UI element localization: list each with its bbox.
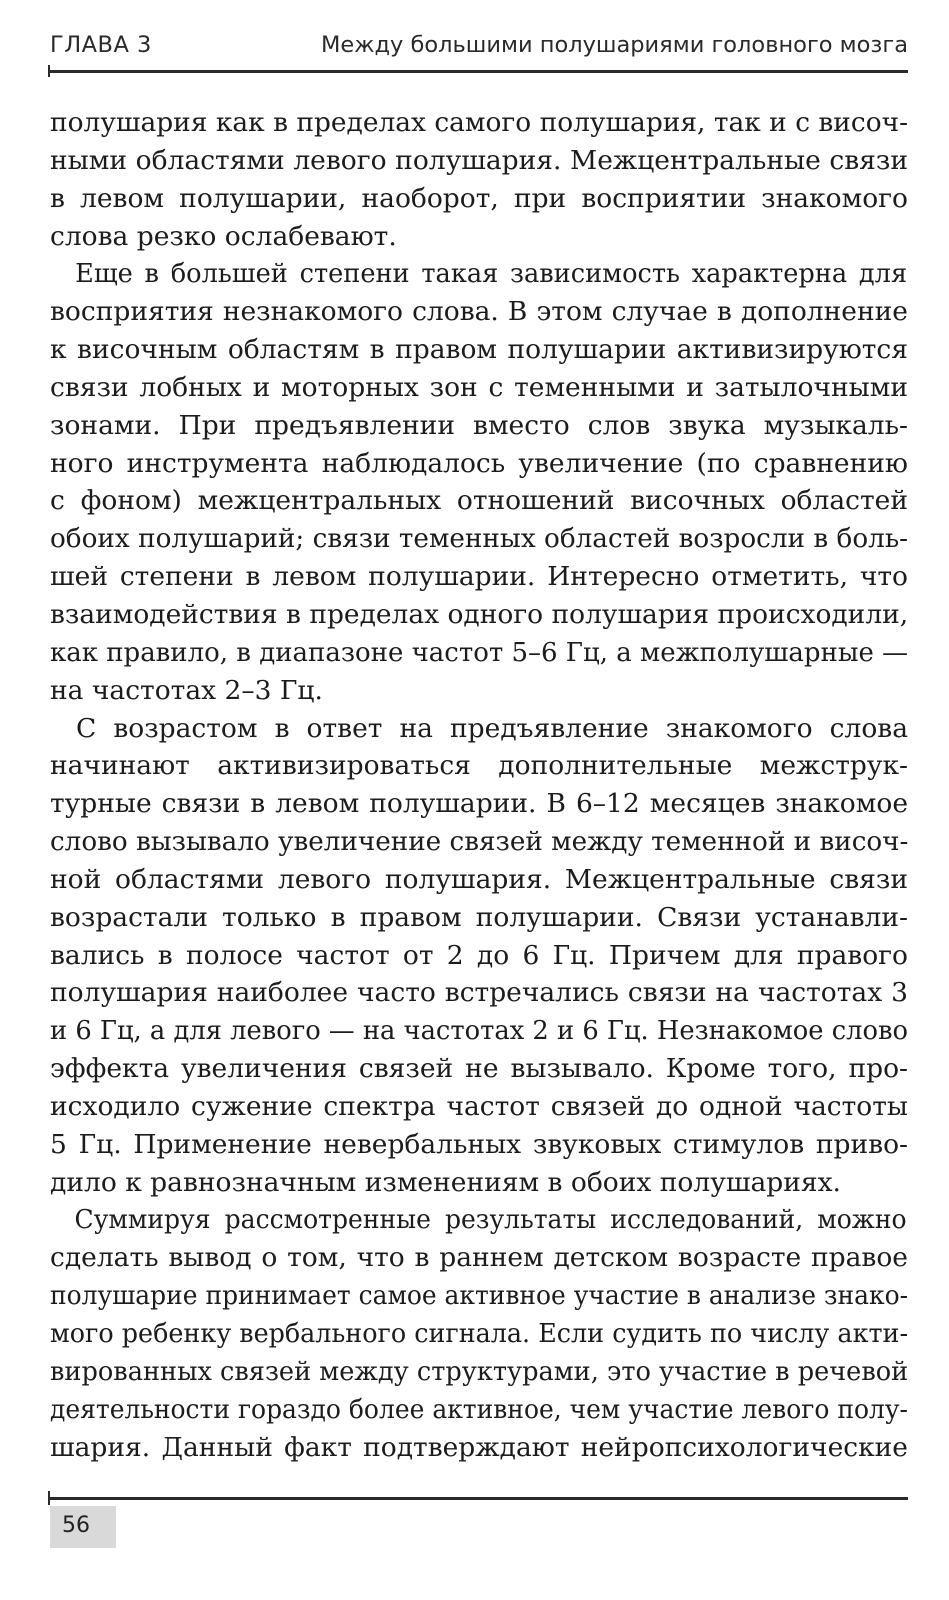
text-line: турные связи в левом полушарии. В 6–12 месяцев знакомое	[50, 788, 908, 820]
text-line: полушария наиболее часто встречались связи на частотах 3	[50, 977, 908, 1009]
text-line: эффекта увеличения связей не вызывало. Кроме того, про-	[50, 1053, 908, 1085]
running-title: Между большими полушариями головного мозга	[320, 32, 908, 58]
body-text	[50, 104, 908, 1466]
text-line: зонами. При предъявлении вместо слов звука музыкаль-	[50, 409, 908, 441]
paragraph	[50, 104, 908, 255]
text-line: шей степени в левом полушарии. Интересно отметить, что	[50, 561, 908, 593]
header-rule	[48, 70, 908, 73]
text-line: как правило, в диапазоне частот 5–6 Гц, а межполушарные —	[50, 636, 909, 668]
text-line: ной областями левого полушария. Межцентральные связи	[50, 863, 908, 895]
footer-rule	[48, 1497, 908, 1500]
text-line: С возрастом в ответ на предъявление знакомого слова	[76, 712, 908, 744]
header-rule-tick	[48, 65, 50, 77]
text-line: взаимодействия в пределах одного полушария происходили,	[50, 598, 909, 630]
text-line: полушария как в пределах самого полушария, так и с височ-	[50, 107, 909, 138]
text-line: с фоном) межцентральных отношений височных областей	[50, 485, 908, 517]
text-line: и 6 Гц, а для левого — на частотах 2 и 6 Гц. Незнакомое слово	[50, 1015, 909, 1047]
text-line: шария. Данный факт подтверждают нейропсихологические	[50, 1431, 908, 1463]
text-line: возрастали только в правом полушарии. Связи устанавли-	[50, 901, 908, 933]
text-line: мого ребенку вербального сигнала. Если судить по числу акти-	[50, 1318, 909, 1349]
text-line: дило к равнозначным изменениям в обоих полушариях.	[50, 1166, 841, 1198]
chapter-label: ГЛАВА 3	[50, 32, 152, 58]
page-number-box	[50, 1506, 116, 1548]
text-line: полушарие принимает самое активное участие в анализе знако-	[50, 1280, 909, 1312]
text-line: исходило сужение спектра частот связей до одной частоты	[50, 1090, 908, 1122]
running-header	[50, 30, 908, 74]
text-line: обоих полушарий; связи теменных областей возросли в боль-	[50, 523, 909, 555]
page-number: 56	[62, 1513, 90, 1538]
text-line: Еще в большей степени такая зависимость характерна для	[75, 258, 908, 290]
text-line: слова резко ослабевают.	[50, 220, 397, 252]
text-line: вированных связей между структурами, это участие в речевой	[50, 1355, 909, 1387]
text-line: восприятия незнакомого слова. В этом случае в дополнение	[50, 296, 908, 328]
text-line: к височным областям в правом полушарии активизируются	[50, 334, 908, 366]
text-line: связи лобных и моторных зон с теменными и затылочными	[50, 371, 908, 403]
paragraph	[50, 255, 908, 709]
text-line: на частотах 2–3 Гц.	[50, 674, 323, 706]
text-line: деятельности гораздо более активное, чем участие левого полу-	[50, 1393, 908, 1425]
footer-rule-tick	[48, 1491, 50, 1505]
text-line: ного инструмента наблюдалось увеличение (по сравнению	[50, 447, 908, 479]
text-line: вались в полосе частот от 2 до 6 Гц. Причем для правого	[50, 939, 908, 971]
text-line: начинают активизироваться дополнительные межструк-	[50, 750, 908, 782]
text-line: ными областями левого полушария. Межцентральные связи	[50, 144, 908, 176]
paragraph	[50, 710, 908, 1202]
text-line: 5 Гц. Применение невербальных звуковых стимулов приво-	[50, 1128, 908, 1160]
paragraph	[50, 1201, 908, 1466]
text-line: сделать вывод о том, что в раннем детском возрасте правое	[50, 1242, 908, 1274]
text-line: в левом полушарии, наоборот, при восприятии знакомого	[50, 182, 908, 214]
text-line: Суммируя рассмотренные результаты исследований, можно	[74, 1204, 907, 1236]
text-line: слово вызывало увеличение связей между теменной и височ-	[50, 826, 909, 858]
